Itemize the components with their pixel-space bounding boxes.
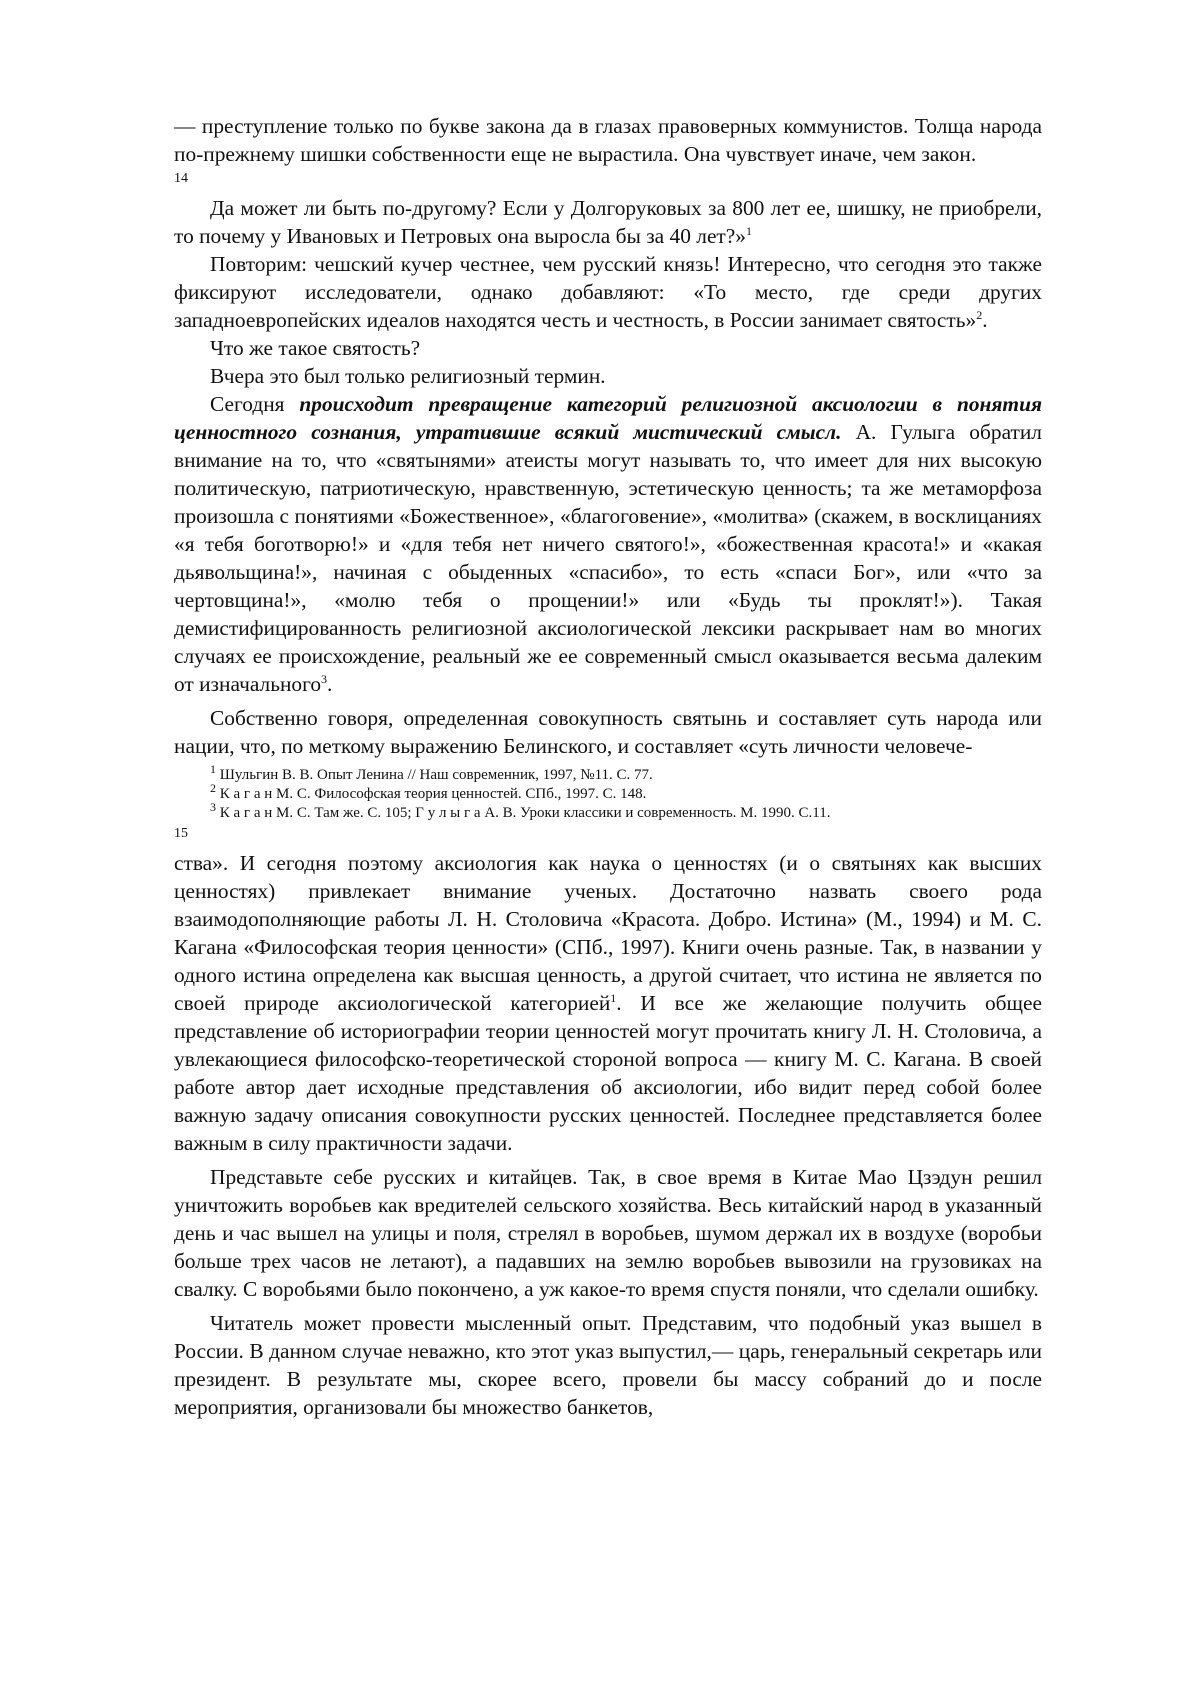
page-number-15: 15	[174, 826, 188, 841]
paragraph-continuation: — преступление только по букве закона да в глазах правоверных коммунистов. Толща народа по-прежнему шишки собственности еще не вырастила. Она чувствует иначе, чем закон.	[174, 114, 1042, 166]
document-page	[174, 112, 1042, 1421]
paragraph: Представьте себе русских и китайцев. Так, в свое время в Китае Мао Цзэдун решил уничтожить воробьев как вредителей сельского хозяйства. Весь китайский народ в указанный день и час вышел на улицы и поля, стрелял в воробьев, шумом держал их в воздухе (воробьи больше трех часов не летают), а падавших на землю воробьев вывозили на грузовиках на свалку. С воробьями было покончено, а уж какое-то время спустя поняли, что сделали ошибку.	[174, 1165, 1042, 1301]
footnote: $^1$ Шульгин В. В. Опыт Ленина // Наш современник, 1997, №11. С. 77.	[210, 762, 653, 783]
footnote: $^2$ К а г а н М. С. Философская теория ценностей. СПб., 1997. С. 148.	[210, 781, 647, 802]
paragraph: Читатель может провести мысленный опыт. Представим, что подобный указ вышел в России. В данном случае неважно, кто этот указ выпустил,— царь, генеральный секретарь или президент. В результате мы, скорее всего, провели бы массу собраний до и после мероприятия, организовали бы множество банкетов,	[174, 1311, 1042, 1419]
footnote-ref: 1	[610, 990, 617, 1005]
paragraph: Что же такое святость?	[210, 336, 421, 360]
footnote: $^3$ К а г а н М. С. Там же. С. 105; Г у л ы г а А. В. Уроки классики и современность. М. 1990. С.11.	[210, 800, 831, 821]
paragraph: Сегодня происходит превращение категорий религиозной аксиологии в понятия ценностного сознания, утратившие всякий мистический смысл. А. Гулыга обратил внимание на то, что «святынями» атеисты могут называть то, что имеет для них высокую политическую, патриотическую, нравственную, эстетическую ценность; та же метаморфоза произошла с понятиями «Божественное», «благоговение», «молитва» (скажем, в восклицаниях «я тебя боготворю!» и «для тебя нет ничего святого!», «божественная красота!» и «какая дьявольщина!», начиная с обыденных «спасибо», то есть «спаси Бог», или «что за чертовщина!», «молю тебя о прощении!» или «Будь ты проклят!»). Такая демистифицированность религиозной аксиологической лексики раскрывает нам во многих случаях ее происхождение, реальный же ее современный смысл оказывается весьма далеким от изначального$^3$.	[174, 392, 1042, 696]
footnote-ref: 1	[745, 223, 752, 238]
paragraph: Собственно говоря, определенная совокупность святынь и составляет суть народа или нации, что, по меткому выражению Белинского, и составляет «суть личности человече-	[174, 706, 1042, 758]
paragraph: Да может ли быть по-другому? Если у Долгоруковых за 800 лет ее, шишку, не приобрели, то почему у Ивановых и Петровых она выросла бы за 40 лет?»$^1$	[174, 196, 1042, 248]
paragraph-continuation: ства». И сегодня поэтому аксиология как наука о ценностях (и о святынях как высших ценностях) привлекает внимание ученых. Достаточно назвать своего рода взаимодополняющие работы Л. Н. Столовича «Красота. Добро. Истина» (М., 1994) и М. С. Кагана «Философская теория ценности» (СПб., 1997). Книги очень разные. Так, в названии у одного истина определена как высшая ценность, а другой считает, что истина не является по своей природе аксиологической категорией$^1$. И все же желающие получить общее представление об историографии теории ценностей могут прочитать книгу Л. Н. Столовича, а увлекающиеся философско-теоретической стороной вопроса — книгу М. С. Кагана. В своей работе автор дает исходные представления об аксиологии, ибо видит перед собой более важную задачу описания совокупности русских ценностей. Последнее представляется более важным в силу практичности задачи.	[174, 851, 1042, 1155]
paragraph: Вчера это был только религиозный термин.	[210, 364, 606, 388]
emphasized-text: происходит превращение категорий религиозной аксиологии в понятия ценностного сознания, утратившие всякий мистический смысл.	[174, 392, 1042, 444]
footnote-ref: 2	[976, 307, 983, 322]
paragraph: Повторим: чешский кучер честнее, чем русский князь! Интересно, что сегодня это также фиксируют исследователи, однако добавляют: «То место, где среди других западноевропейских идеалов находятся честь и честность, в России занимает святость»$^2$.	[174, 252, 1042, 332]
footnote-ref: 3	[321, 671, 328, 686]
page-number-14: 14	[174, 171, 188, 186]
